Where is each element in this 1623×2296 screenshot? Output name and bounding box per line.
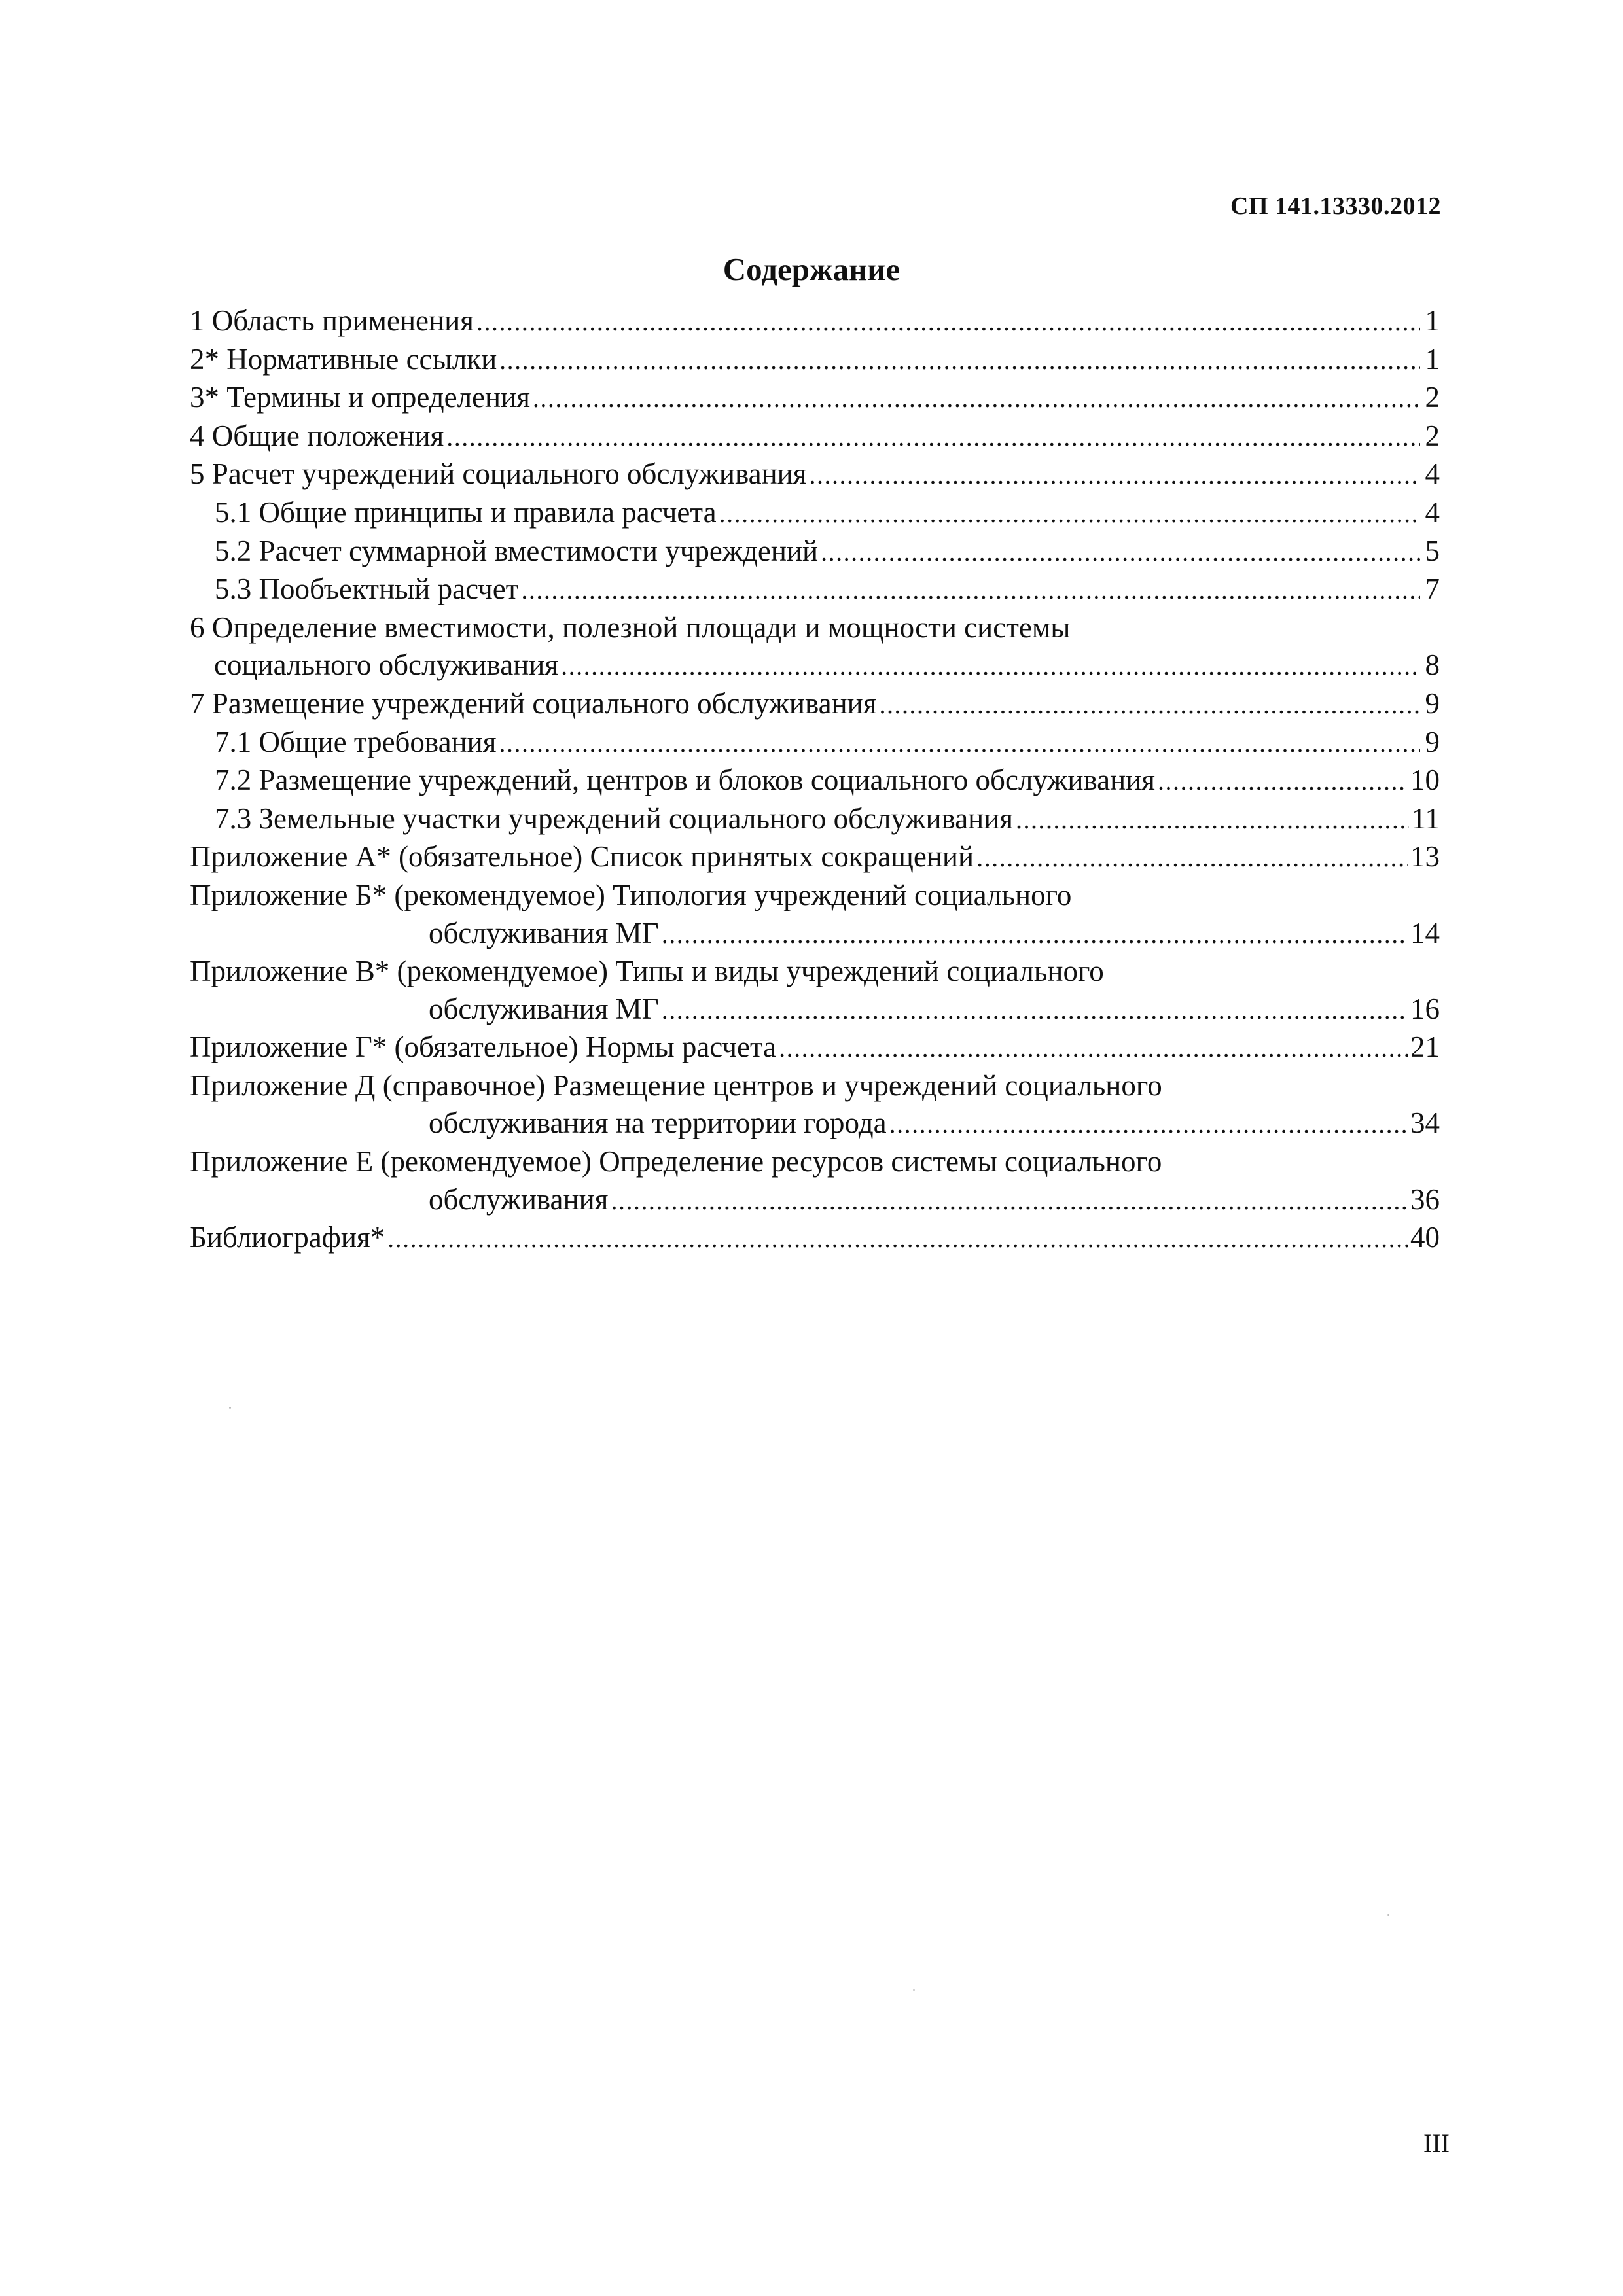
toc-page-number: 21: [1410, 1031, 1440, 1064]
toc-page-number: 14: [1410, 916, 1440, 949]
toc-entry-title: 5 Расчет учреждений социального обслуживания: [190, 457, 807, 491]
toc-entry-title: 7.3 Земельные участки учреждений социального обслуживания: [215, 802, 1014, 835]
toc-leader-dots: [1158, 762, 1408, 800]
toc-entry[interactable]: [190, 877, 1440, 953]
toc-page-number: 13: [1410, 840, 1440, 874]
toc-leader-dots: [1016, 801, 1409, 839]
toc-leader-dots: [889, 1105, 1408, 1143]
toc-entry-title: Приложение Б* (рекомендуемое) Типология учреждений социального: [190, 878, 1072, 911]
toc-page-number: 16: [1410, 992, 1440, 1025]
toc-entry[interactable]: [190, 1067, 1440, 1143]
toc-leader-dots: [499, 342, 1420, 380]
toc-leader-dots: [809, 456, 1420, 494]
toc-entry-title-continued: обслуживания: [429, 1182, 609, 1216]
toc-entry-title: Приложение Д (справочное) Размещение центров и учреждений социального: [190, 1069, 1162, 1102]
toc-subentry[interactable]: [190, 762, 1440, 800]
toc-page-number: 2: [1425, 419, 1440, 452]
toc-entry-title: 7.1 Общие требования: [215, 725, 497, 758]
toc-entry-title: 5.1 Общие принципы и правила расчета: [215, 495, 717, 529]
scan-speck: [1387, 1914, 1389, 1916]
document-code: СП 141.13330.2012: [1230, 192, 1441, 220]
toc-entry[interactable]: [190, 609, 1440, 685]
toc-leader-dots: [446, 418, 1420, 456]
toc-entry-title: 5.2 Расчет суммарной вместимости учреждений: [215, 534, 819, 567]
toc-entry-title: Приложение Е (рекомендуемое) Определение ресурсов системы социального: [190, 1145, 1162, 1178]
toc-entry-title: Приложение В* (рекомендуемое) Типы и виды учреждений социального: [190, 955, 1104, 988]
toc-entry[interactable]: [190, 379, 1440, 417]
toc-subentry[interactable]: [190, 800, 1440, 839]
toc-page-number: 36: [1410, 1182, 1440, 1216]
toc-leader-dots: [662, 991, 1408, 1029]
page-number: III: [1423, 2128, 1450, 2158]
toc-page-number: 9: [1425, 686, 1440, 720]
toc-entry[interactable]: [190, 417, 1440, 456]
toc-subentry[interactable]: [190, 533, 1440, 571]
page-title: Содержание: [722, 251, 901, 287]
toc-page-number: 10: [1410, 764, 1440, 797]
toc-entry-title: 7.2 Размещение учреждений, центров и блоков социального обслуживания: [215, 764, 1155, 797]
toc-page-number: 40: [1410, 1221, 1440, 1254]
toc-entry-title: 3* Термины и определения: [190, 381, 530, 414]
toc-page-number: 4: [1425, 495, 1440, 529]
toc-page-number: 2: [1425, 381, 1440, 414]
toc-leader-dots: [779, 1029, 1408, 1067]
toc-leader-dots: [499, 724, 1420, 762]
toc-page-number: 8: [1425, 648, 1440, 682]
toc-subentry[interactable]: [190, 494, 1440, 533]
toc-entry-title: 1 Область применения: [190, 304, 474, 337]
toc-entry[interactable]: [190, 1219, 1440, 1258]
toc-entry-title: 6 Определение вместимости, полезной площади и мощности системы: [190, 610, 1071, 644]
toc-leader-dots: [821, 533, 1420, 571]
toc-leader-dots: [476, 303, 1420, 341]
toc-entry-title-continued: социального обслуживания: [214, 648, 559, 682]
scan-speck: [913, 1989, 915, 1991]
toc-entry-title: 7 Размещение учреждений социального обслуживания: [190, 686, 877, 720]
toc-entry[interactable]: [190, 838, 1440, 877]
toc-entry-title-continued: обслуживания на территории города: [429, 1106, 887, 1140]
toc-leader-dots: [879, 686, 1420, 724]
toc-leader-dots: [387, 1220, 1408, 1258]
toc-entry-title: Приложение А* (обязательное) Список принятых сокращений: [190, 840, 974, 874]
toc-entry[interactable]: [190, 455, 1440, 494]
toc-entry[interactable]: [190, 1029, 1440, 1067]
toc-entry-title: 2* Нормативные ссылки: [190, 342, 497, 376]
toc-entry[interactable]: [190, 341, 1440, 380]
toc-leader-dots: [719, 495, 1420, 533]
toc-subentry[interactable]: [190, 724, 1440, 762]
toc-page-number: 7: [1425, 573, 1440, 606]
toc-entry-title: 5.3 Пообъектный расчет: [215, 573, 519, 606]
toc-entry-title: Приложение Г* (обязательное) Нормы расчета: [190, 1031, 777, 1064]
toc-entry-title-continued: обслуживания МГ: [429, 992, 659, 1025]
toc-entry[interactable]: [190, 685, 1440, 724]
toc-leader-dots: [611, 1182, 1408, 1220]
toc-page-number: 5: [1425, 534, 1440, 567]
toc-entry-title-continued: обслуживания МГ: [429, 916, 659, 949]
table-of-contents: [190, 302, 1440, 1258]
toc-leader-dots: [976, 839, 1408, 877]
toc-page-number: 1: [1425, 304, 1440, 337]
toc-leader-dots: [521, 571, 1420, 609]
toc-page-number: 9: [1425, 725, 1440, 758]
scan-speck: [229, 1407, 231, 1409]
toc-page-number: 1: [1425, 342, 1440, 376]
toc-subentry[interactable]: [190, 571, 1440, 609]
toc-entry-title: Библиография*: [190, 1221, 385, 1254]
toc-page-number: 4: [1425, 457, 1440, 491]
toc-entry[interactable]: [190, 1143, 1440, 1219]
toc-entry-title: 4 Общие положения: [190, 419, 444, 452]
toc-leader-dots: [561, 647, 1420, 685]
toc-leader-dots: [662, 915, 1408, 953]
toc-leader-dots: [533, 380, 1420, 417]
toc-page-number: 34: [1410, 1106, 1440, 1140]
toc-entry[interactable]: [190, 302, 1440, 341]
toc-page-number: 11: [1411, 802, 1440, 835]
toc-entry[interactable]: [190, 953, 1440, 1029]
